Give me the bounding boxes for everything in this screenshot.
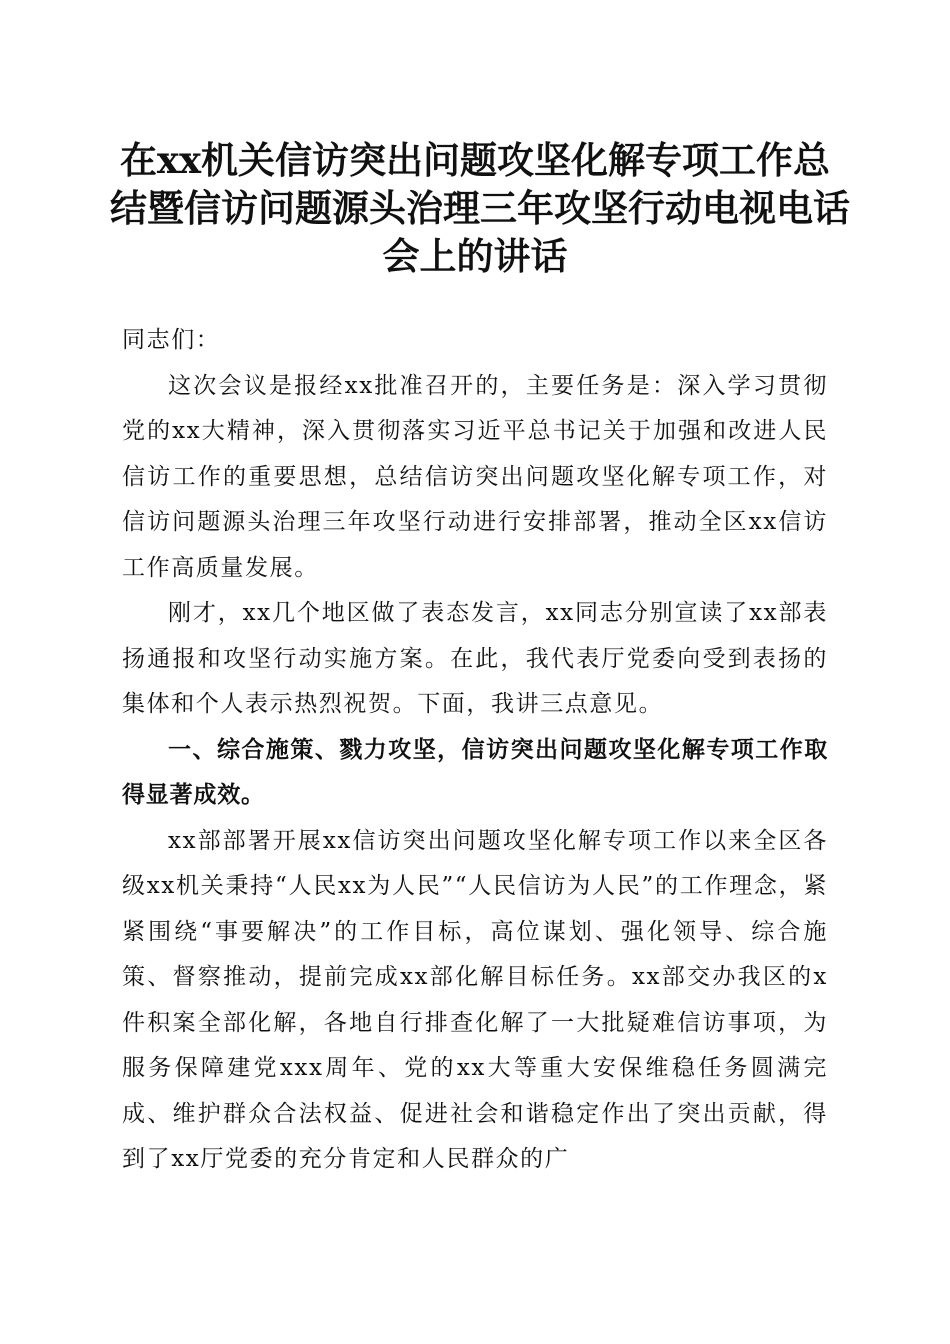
title-line: 在xx机关信访突出问题攻坚化解专项工作总 [119, 138, 831, 182]
body-paragraph: 刚才，xx几个地区做了表态发言，xx同志分别宣读了xx部表扬通报和攻坚行动实施方案。在此，我代表厅党委向受到表扬的集体和个人表示热烈祝贺。下面，我讲三点意见。 [122, 600, 828, 717]
title-line: 结暨信访问题源头治理三年攻坚行动电视电话 [110, 186, 850, 230]
section-heading: 一、综合施策、戮力攻坚，信访突出问题攻坚化解专项工作取得显著成效。 [122, 736, 828, 808]
body-paragraph: 这次会议是报经xx批准召开的，主要任务是：深入学习贯彻党的xx大精神，深入贯彻落实习近平总书记关于加强和改进人民信访工作的重要思想，总结信访突出问题攻坚化解专项工作，对信访问题源头治理三年攻坚行动进行安排部署，推动全区xx信访工作高质量发展。 [122, 372, 828, 581]
salutation: 同志们： [122, 327, 221, 353]
body-paragraph: xx部部署开展xx信访突出问题攻坚化解专项工作以来全区各级xx机关秉持“人民xx为人民”“人民信访为人民”的工作理念，紧紧围绕“事要解决”的工作目标，高位谋划、强化领导、综合施策、督察推动，提前完成xx部化解目标任务。xx部交办我区的x件积案全部化解，各地自行排查化解了一大批疑难信访事项，为服务保障建党xxx周年、党的xx大等重大安保维稳任务圆满完成、维护群众合法权益、促进社会和谐稳定作出了突出贡献，得到了xx厅党委的充分肯定和人民群众的广 [122, 827, 828, 1172]
document-title [110, 136, 850, 280]
title-line: 会上的讲话 [382, 234, 568, 278]
document-body [122, 318, 828, 1183]
